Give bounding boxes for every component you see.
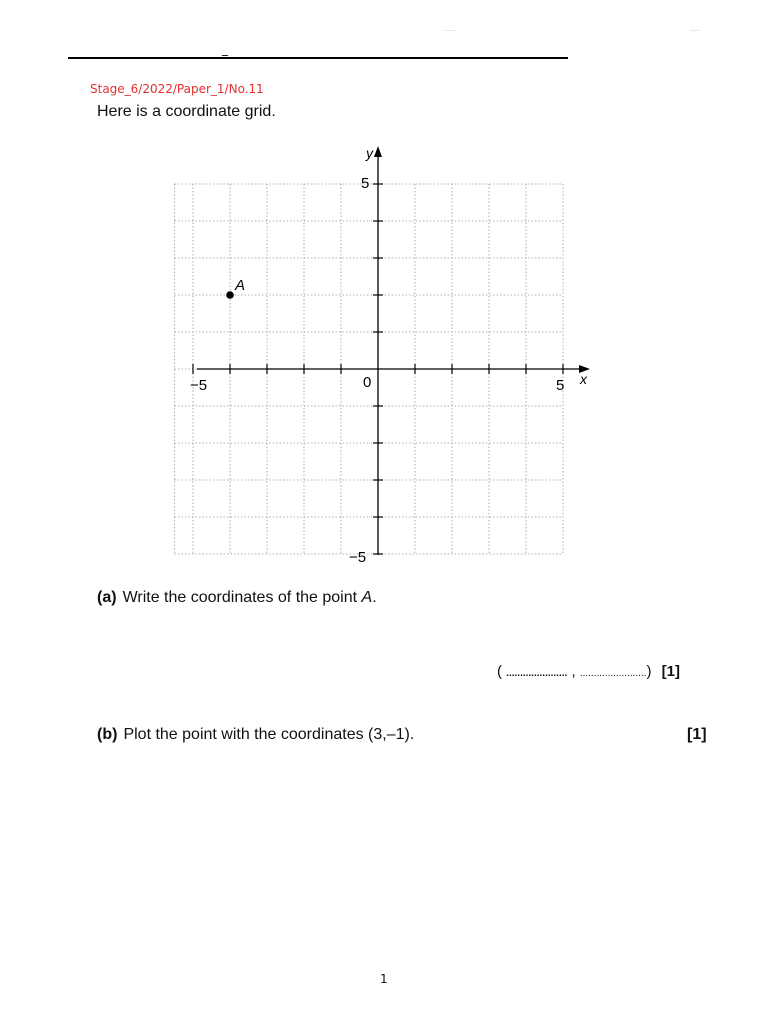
y-axis-label: y	[366, 145, 373, 161]
plotted-points	[226, 277, 245, 299]
intro-text: Here is a coordinate grid.	[97, 103, 276, 120]
answer-comma: ,	[571, 663, 576, 680]
origin-label: 0	[363, 374, 372, 391]
marks-a: [1]	[661, 663, 681, 680]
y-axis-arrow	[374, 146, 382, 157]
y-min-tick-label: −5	[349, 549, 367, 566]
axes	[197, 146, 590, 555]
question-b	[97, 726, 414, 744]
question-a	[97, 589, 377, 607]
question-a-period: .	[372, 589, 377, 606]
answer-open-paren: (	[497, 663, 502, 680]
question-reference: Stage_6/2022/Paper_1/No.11	[90, 82, 264, 96]
question-b-label: (b)	[97, 726, 118, 743]
y-max-tick-label: 5	[361, 175, 370, 192]
page-number: 1	[380, 972, 388, 986]
answer-line-a[interactable]	[497, 663, 680, 680]
question-b-text: Plot the point with the coordinates (3,–1).	[123, 726, 415, 743]
x-axis-label: x	[580, 371, 587, 387]
header-mark: _	[222, 42, 228, 56]
answer-y-field[interactable]: ........................	[579, 668, 647, 679]
answer-x-field[interactable]: ......................	[506, 668, 568, 679]
question-a-point-name: A	[361, 589, 373, 606]
point-a-label: A	[235, 277, 246, 294]
point-a-marker	[226, 291, 234, 299]
x-min-tick-label: −5	[190, 377, 208, 394]
answer-close-paren: )	[646, 663, 652, 680]
question-a-text: Write the coordinates of the point	[122, 589, 362, 606]
marks-b: [1]	[687, 726, 707, 743]
question-a-label: (a)	[97, 589, 117, 606]
x-max-tick-label: 5	[556, 377, 565, 394]
